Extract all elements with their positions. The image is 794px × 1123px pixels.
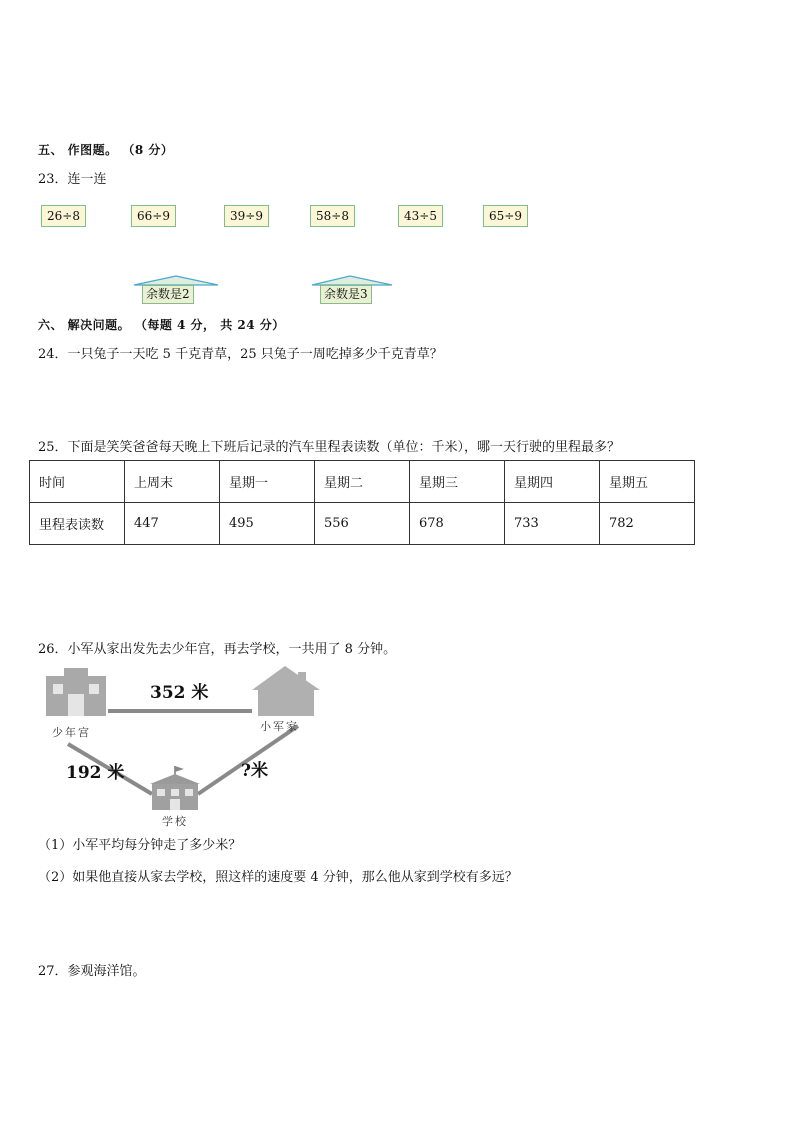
table-cell: 447	[125, 503, 220, 545]
table-header-cell: 星期二	[315, 461, 410, 503]
school-icon	[150, 766, 200, 810]
table-cell: 678	[410, 503, 505, 545]
route-map	[40, 664, 340, 829]
table-cell: 782	[600, 503, 695, 545]
question-24-text: 24．一只兔子一天吃 5 千克青草，25 只兔子一周吃掉多少千克青草？	[38, 347, 443, 362]
question-26-text: 26．小军从家出发先去少年宫，再去学校，一共用了 8 分钟。	[38, 642, 397, 657]
label-youth-palace: 少年宫	[52, 726, 91, 739]
mileage-table	[29, 460, 695, 545]
remainder-label: 余数是3	[320, 285, 372, 304]
expression-box[interactable]: 26÷8	[41, 205, 86, 227]
expression-box[interactable]: 58÷8	[310, 205, 355, 227]
expression-box[interactable]: 65÷9	[483, 205, 528, 227]
label-school: 学校	[162, 815, 188, 828]
label-home: 小军家	[260, 720, 299, 733]
distance-palace-school: 192 米	[66, 763, 125, 783]
table-row	[30, 461, 695, 503]
question-23-text: 23．连一连	[38, 172, 107, 187]
remainder-house[interactable]	[132, 275, 222, 303]
expression-box[interactable]: 66÷9	[131, 205, 176, 227]
question-26-sub1: （1）小军平均每分钟走了多少米？	[38, 838, 242, 853]
question-26-sub2: （2）如果他直接从家去学校，照这样的速度要 4 分钟，那么他从家到学校有多远？	[38, 870, 518, 885]
expression-box[interactable]: 39÷9	[224, 205, 269, 227]
table-header-cell: 上周末	[125, 461, 220, 503]
table-cell: 里程表读数	[30, 503, 125, 545]
table-row	[30, 503, 695, 545]
question-25-text: 25．下面是笑笑爸爸每天晚上下班后记录的汽车里程表读数（单位：千米），哪一天行驶的里程最多？	[38, 440, 621, 455]
table-header-cell: 星期四	[505, 461, 600, 503]
table-header-cell: 星期三	[410, 461, 505, 503]
table-header-cell: 星期一	[220, 461, 315, 503]
table-cell: 733	[505, 503, 600, 545]
section-5-title: 五、 作图题。 （8 分）	[38, 143, 174, 157]
table-cell: 495	[220, 503, 315, 545]
table-cell: 556	[315, 503, 410, 545]
section-6-title: 六、 解决问题。 （每题 4 分， 共 24 分）	[38, 318, 285, 332]
table-header-cell: 星期五	[600, 461, 695, 503]
table-header-cell: 时间	[30, 461, 125, 503]
expression-box[interactable]: 43÷5	[398, 205, 443, 227]
home-icon	[252, 666, 320, 716]
remainder-house[interactable]	[310, 275, 400, 303]
question-27-text: 27．参观海洋馆。	[38, 964, 146, 979]
remainder-label: 余数是2	[142, 285, 194, 304]
distance-palace-home: 352 米	[150, 683, 209, 703]
youth-palace-icon	[46, 668, 106, 716]
distance-school-home: ?米	[241, 761, 268, 781]
